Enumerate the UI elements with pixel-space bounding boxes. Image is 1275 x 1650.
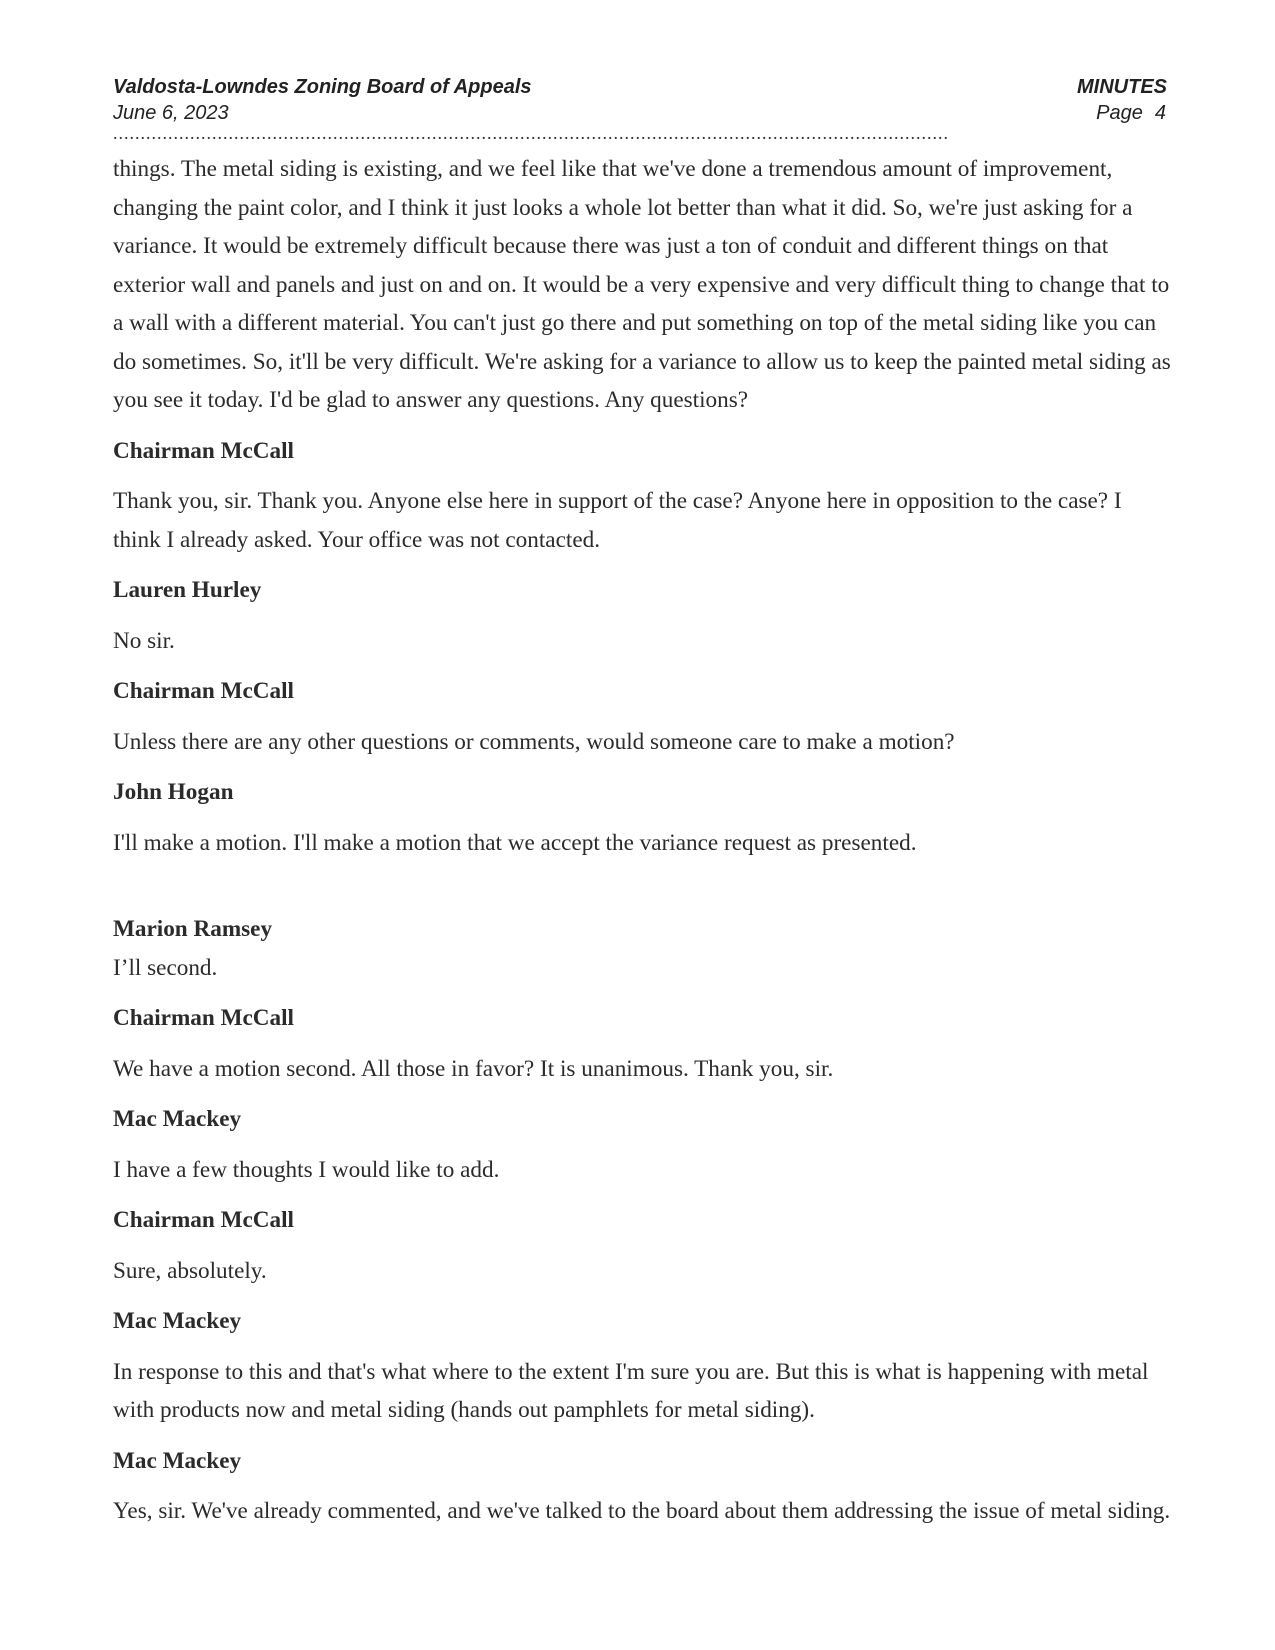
- speaker-name: Mac Mackey: [113, 1106, 242, 1132]
- speaker-remark: I’ll second.: [113, 954, 218, 981]
- speaker-remark: We have a motion second. All those in favor? It is unanimous. Thank you, sir.: [113, 1055, 834, 1082]
- speaker-name: Mac Mackey: [113, 1447, 242, 1474]
- speaker-name: Chairman McCall: [113, 678, 294, 704]
- transcript-body: [113, 150, 1173, 1543]
- page-header: [113, 74, 1167, 126]
- speaker-name: John Hogan: [113, 779, 234, 805]
- speaker-name: Chairman McCall: [113, 1005, 294, 1031]
- header-row-top: [113, 74, 1167, 100]
- blank-line: [113, 874, 1173, 910]
- speaker-name: Mac Mackey: [113, 1308, 242, 1334]
- speaker-remark: I'll make a motion. I'll make a motion that we accept the variance request as presented.: [113, 829, 917, 856]
- speaker-remark: In response to this and that's what where to the extent I'm sure you are. But this is what is happening with metal with products now and metal siding (hands out pamphlets for metal siding).: [113, 1358, 1149, 1423]
- speaker-name: Chairman McCall: [113, 437, 294, 464]
- org-title: Valdosta-Lowndes Zoning Board of Appeals: [113, 76, 532, 98]
- header-row-bottom: [113, 100, 1167, 126]
- meeting-date: June 6, 2023: [113, 102, 229, 124]
- speaker-remark: Unless there are any other questions or comments, would someone care to make a motion?: [113, 728, 955, 755]
- page-label: Page: [1096, 102, 1143, 124]
- speaker-remark: Sure, absolutely.: [113, 1257, 267, 1284]
- page-indicator: [1096, 100, 1167, 126]
- dotted-separator: ........................................................................................................................................................: [113, 127, 949, 139]
- speaker-name: Lauren Hurley: [113, 577, 262, 603]
- doc-type: MINUTES: [1077, 76, 1167, 98]
- speaker-name: Chairman McCall: [113, 1207, 294, 1233]
- speaker-remark: No sir.: [113, 627, 175, 654]
- page-number: 4: [1154, 102, 1166, 124]
- speaker-name: Marion Ramsey: [113, 916, 273, 942]
- speaker-remark: Yes, sir. We've already commented, and we've talked to the board about them addressing the issue of metal siding.: [113, 1498, 1171, 1524]
- speaker-remark: Thank you, sir. Thank you. Anyone else here in support of the case? Anyone here in opposition to the case? I think I already asked. Your office was not contacted.: [113, 488, 1122, 553]
- speaker-remark: I have a few thoughts I would like to add.: [113, 1156, 500, 1183]
- continued-paragraph: things. The metal siding is existing, and we feel like that we've done a tremendous amount of improvement, changing the paint color, and I think it just looks a whole lot better than what it did. So, we're just asking for a variance. It would be extremely difficult because there was just a ton of conduit and different things on that exterior wall and panels and just on and on. It would be a very expensive and very difficult thing to change that to a wall with a different material. You can't just go there and put something on top of the metal siding like you can do sometimes. So, it'll be very difficult. We're asking for a variance to allow us to keep the painted metal siding as you see it today. I'd be glad to answer any questions. Any questions?: [113, 156, 1171, 413]
